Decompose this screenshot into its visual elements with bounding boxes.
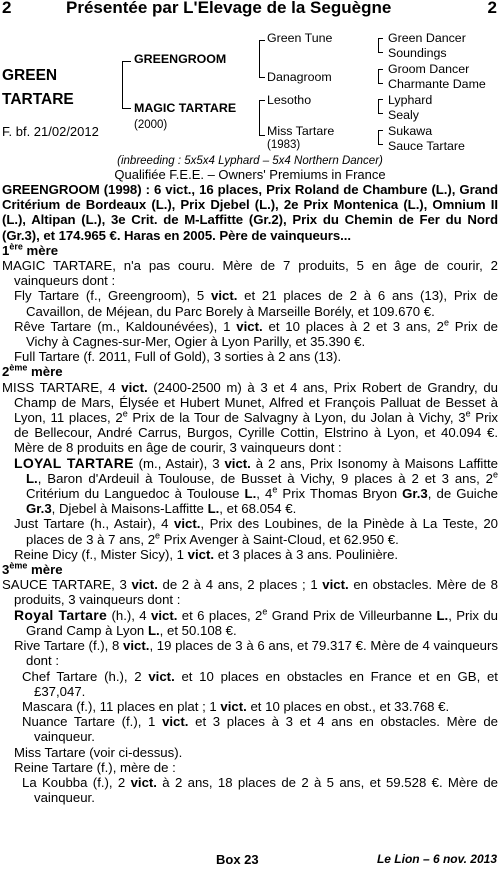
section-second-dam: 2ème mère (2, 363, 63, 380)
produce-entry: Reine Tartare (f.), mère de : (14, 759, 176, 775)
section-first-dam: 1ère mère (2, 241, 59, 258)
pedigree-bracket (378, 38, 383, 53)
produce-entry: Royal Tartare (h.), 4 vict. et 6 places, 2e Grand Prix de Villeurbanne L., Prix du Grand Camp à Lyon L., et 50.108 €. (14, 606, 499, 638)
pedigree-sss: Green Dancer (388, 31, 466, 45)
pedigree-ds: Lesotho (267, 93, 312, 107)
catalogue-body (2, 182, 498, 805)
box-number: Box 23 (216, 852, 259, 867)
section-third-dam: 3ème mère (2, 560, 63, 578)
dam-paragraph: MAGIC TARTARE, n'a pas couru. Mère de 7 produits, 5 en âge de courir, 2 vainqueurs dont : (2, 258, 498, 289)
produce-entry: Reine Dicy (f., Mister Sicy), 1 vict. et 3 places à 3 ans. Poulinière. (14, 546, 399, 562)
pedigree-sd: Danagroom (267, 70, 332, 84)
pedigree-bracket (259, 100, 265, 136)
grand-produce-entry: La Koubba (f.), 2 vict. à 2 ans, 18 places de 2 à 5 ans, et 59.528 €. Mère de vainqueur. (22, 774, 498, 806)
pedigree-dd-year: (1983) (267, 139, 301, 151)
sale-date: Le Lion – 6 nov. 2013 (376, 852, 497, 866)
pedigree-dam: MAGIC TARTARE (134, 101, 237, 115)
sire-paragraph: GREENGROOM (1998) : 6 vict., 16 places, Prix Roland de Chambure (L.), Grand Critérium de Bordeaux (L.), Prix Djebel (L.), 2e Prix Montenica (L.), Omnium II (L.), Altipan (L.), 3e Crit. de M-Laffitte (Gr.2), Prix du Chemin de Fer du Nord (Gr.3), et 174.965 €. Haras en 2005. Père de vainqueurs... (2, 182, 498, 243)
horse-info: F. bf. 21/02/2012 (2, 124, 99, 139)
pedigree-ssd: Soundings (388, 46, 447, 60)
produce-entry: Rive Tartare (f.), 8 vict., 19 places de 3 à 6 ans, et 79.317 €. Mère de 4 vainqueurs dont : (14, 638, 498, 669)
pedigree-dd: Miss Tartare (267, 124, 335, 138)
pedigree-sdd: Charmante Dame (388, 77, 486, 91)
pedigree-dsd: Sealy (388, 108, 419, 122)
grand-produce-entry: Chef Tartare (h.), 2 vict. et 10 places en obstacles en France et en GB, et £37,047. (22, 668, 498, 699)
grand-produce-entry: Mascara (f.), 11 places en plat ; 1 vict. et 10 places en obst., et 33.768 €. (22, 698, 450, 714)
horse-name-line1: GREEN (2, 67, 58, 84)
pedigree-dss: Lyphard (388, 93, 433, 107)
pedigree-ddd: Sauce Tartare (388, 139, 465, 153)
pedigree-sire: GREENGROOM (134, 52, 227, 66)
pedigree-bracket (378, 130, 383, 145)
pedigree-dam-year: (2000) (134, 119, 168, 131)
pedigree-ss: Green Tune (267, 31, 333, 45)
produce-entry: Miss Tartare (voir ci-dessus). (14, 744, 183, 760)
dam-paragraph: SAUCE TARTARE, 3 vict. de 2 à 4 ans, 2 places ; 1 vict. en obstacles. Mère de 8 produits, 3 vainqueurs dont : (2, 577, 498, 608)
inbreeding-note: (inbreeding : 5x5x4 Lyphard – 5x4 Northern Dancer) (117, 155, 383, 167)
page-footer (0, 852, 500, 870)
qualification-note: Qualifiée F.E.E. – Owners' Premiums in France (114, 167, 386, 182)
produce-entry: Full Tartare (f. 2011, Full of Gold), 3 sorties à 2 ans (13). (14, 349, 342, 365)
page-header (0, 0, 500, 20)
pedigree-sds: Groom Dancer (388, 62, 470, 76)
produce-entry: LOYAL TARTARE (m., Astair), 3 vict. à 2 ans, Prix Isonomy à Maisons Laffitte L., Baron d'Ardeuil à Toulouse, de Busset à Vichy, 9 places à 2 et 3 ans, 2e Critérium du Languedoc à Toulouse L., 4e Prix Thomas Bryon Gr.3, de Guiche Gr.3, Djebel à Maisons-Laffitte L., et 68.054 €. (14, 454, 499, 517)
horse-name-line2: TARTARE (2, 91, 74, 108)
produce-entry: Fly Tartare (f., Greengroom), 5 vict. et 21 places de 2 à 6 ans (13), Prix de Cavaillon, de Méjean, du Parc Borely à Marseille Borély, et 109.670 €. (14, 288, 498, 319)
pedigree-bracket (378, 69, 383, 84)
pedigree-dds: Sukawa (388, 124, 433, 138)
pedigree-bracket (122, 61, 131, 109)
lot-number: 2 (2, 0, 12, 17)
lot-number-right: 2 (487, 0, 497, 17)
produce-entry: Rêve Tartare (m., Kaldounévées), 1 vict. et 10 places à 2 et 3 ans, 2e Prix de Vichy à Cagnes-sur-Mer, Ogier à Lyon Parilly, et 35.390 €. (14, 317, 498, 350)
pedigree-bracket (378, 99, 383, 114)
pedigree-bracket (259, 40, 265, 78)
horse-name (2, 64, 102, 112)
produce-entry: Just Tartare (h., Astair), 4 vict., Prix des Loubines, de la Pinède à La Teste, 20 places de 3 à 7 ans, 2e Prix Avenger à Saint-Cloud, et 62.950 €. (14, 516, 498, 547)
consignor-title: Présentée par L'Elevage de la Seguègne (66, 0, 392, 17)
dam-paragraph: MISS TARTARE, 4 vict. (2400-2500 m) à 3 et 4 ans, Prix Robert de Grandry, du Champ de Mars, Élysée et Hubert Munet, Alfred et François Palluat de Besset à Lyon, 11 places, 2e Prix de la Tour de Salvagny à Lyon, du Jolan à Vichy, 3e Prix de Bellecour, André Carrus, Burgos, Cyrille Cottin, Elstrino à Lyon, et 40.094 €. Mère de 8 produits en âge de courir, 3 vainqueurs dont : (2, 379, 498, 456)
grand-produce-entry: Nuance Tartare (f.), 1 vict. et 3 places à 3 et 4 ans en obstacles. Mère de vainqueur. (22, 714, 498, 745)
